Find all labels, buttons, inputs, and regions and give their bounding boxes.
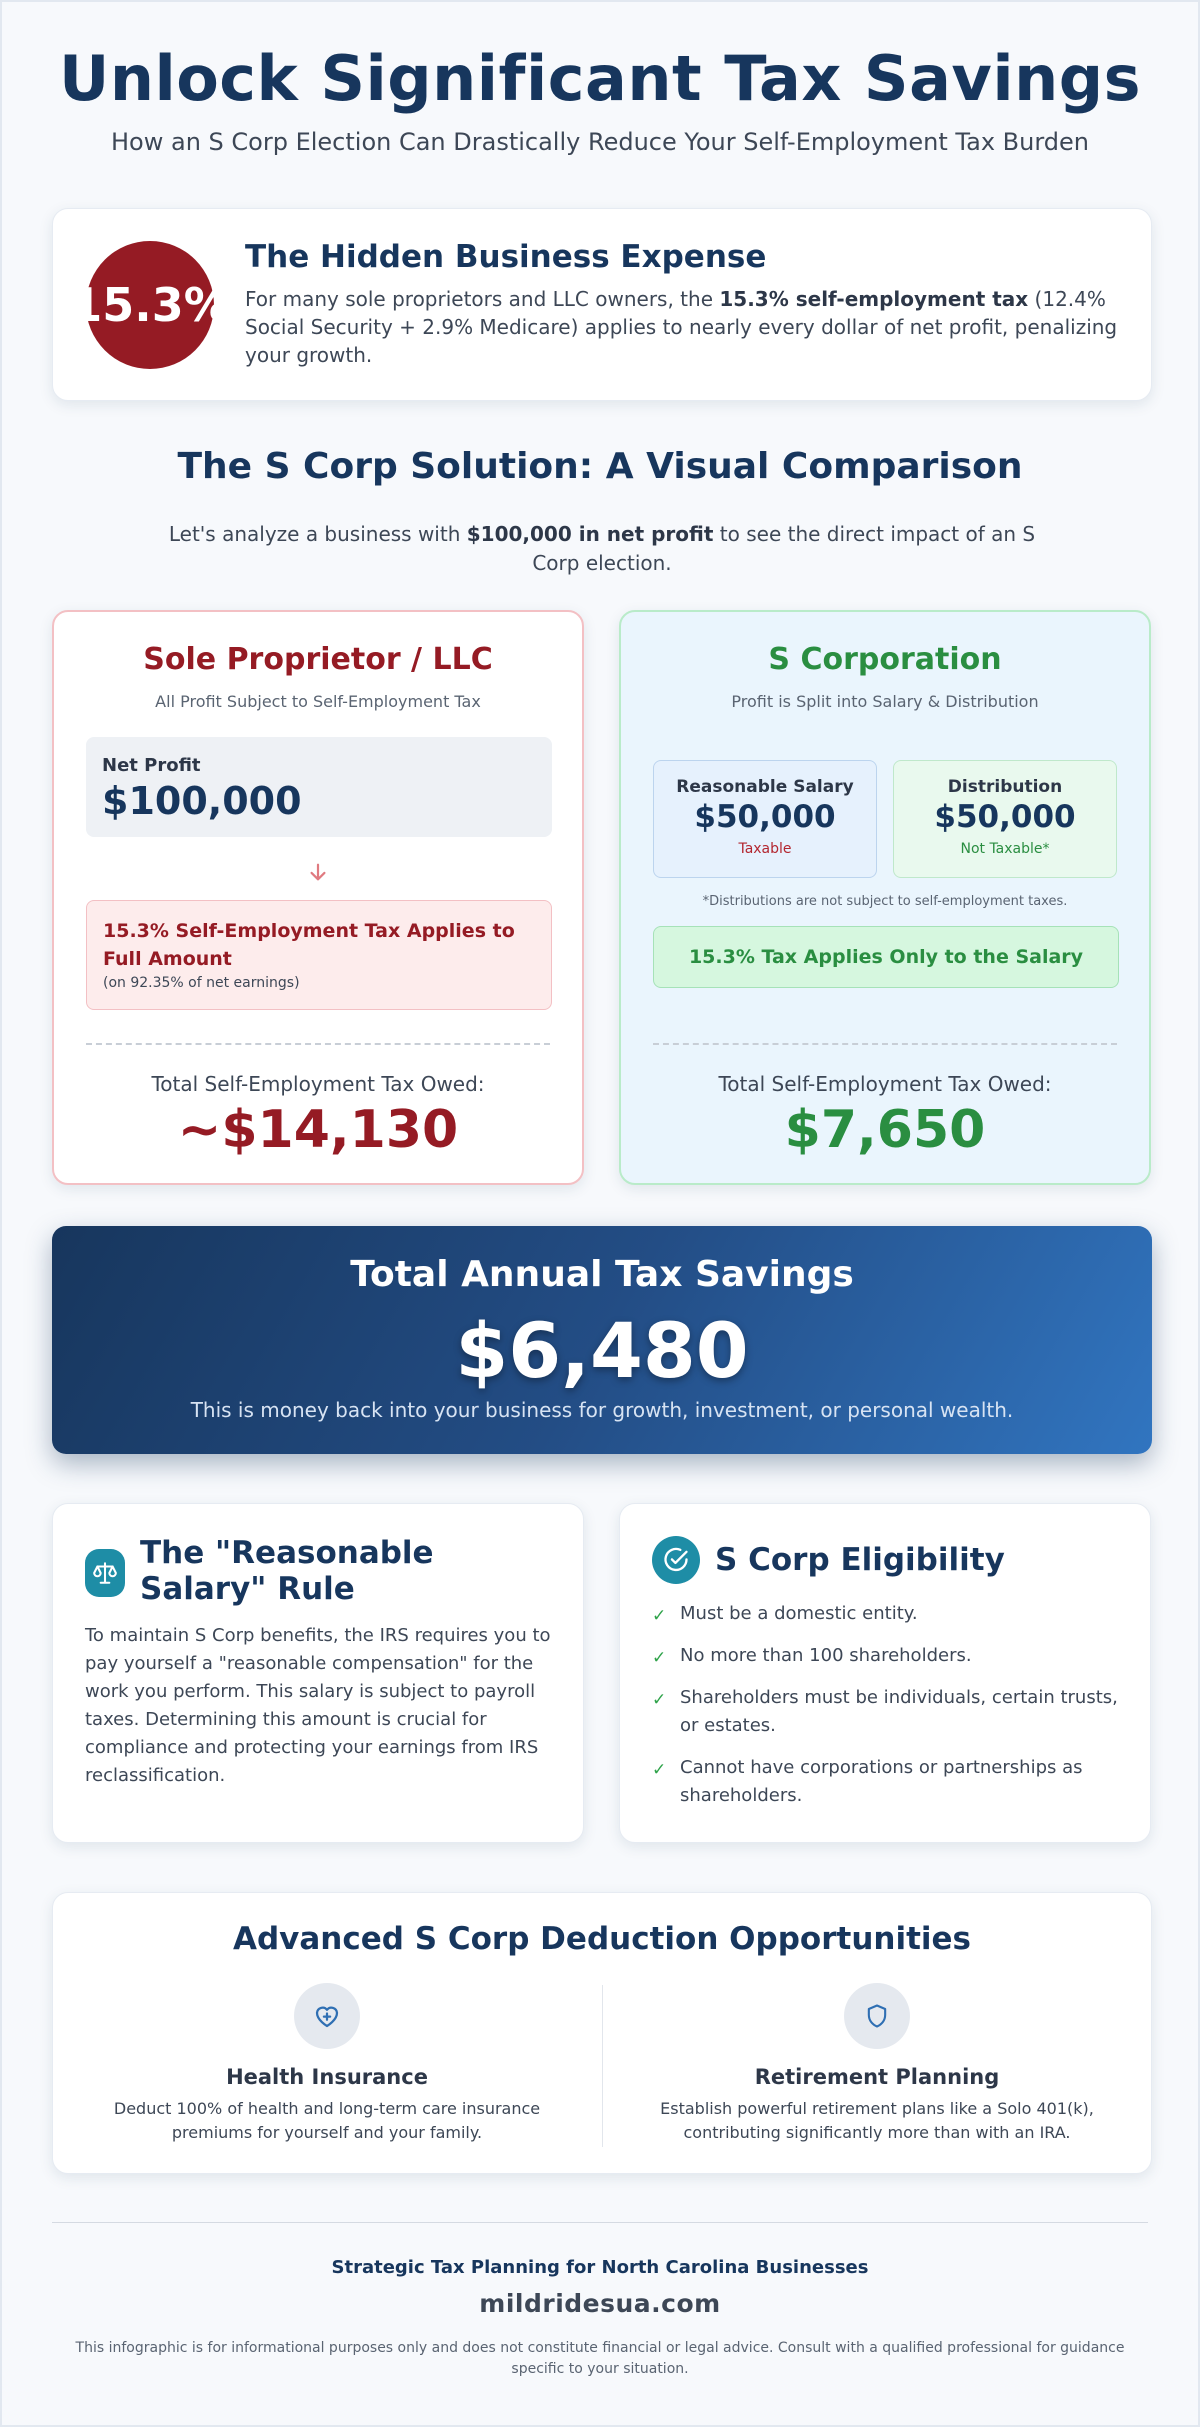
divider [653,1043,1117,1045]
reasonable-salary-text: To maintain S Corp benefits, the IRS requires you to pay yourself a "reasonable compensation" for the work you perform. This salary is subject to payroll taxes. Determining this amount is crucial for compliance and protecting your earnings from IRS reclassification. [85,1625,551,1786]
reasonable-salary-title: The "Reasonable Salary" Rule [140,1535,434,1607]
self-employment-tax-box [86,900,552,1010]
distribution-status: Not Taxable* [960,841,1050,857]
salary-label: Reasonable Salary [676,777,854,797]
s-corporation-title: S Corporation [768,642,1002,677]
deductions-card [52,1892,1152,2174]
footer-divider [52,2222,1148,2223]
net-profit-box [86,737,552,837]
s-corporation-subtitle: Profit is Split into Salary & Distribution [731,692,1039,711]
retirement-planning-title: Retirement Planning [754,2065,1000,2089]
deductions-title: Advanced S Corp Deduction Opportunities [232,1921,972,1957]
hidden-expense-text: For many sole proprietors and LLC owners, the 15.3% self-employment tax (12.4% Social Security + 2.9% Medicare) applies to nearly every dollar of net profit, penalizing your growth. [245,287,1118,367]
arrow-down-icon [54,860,582,890]
reasonable-salary-card [52,1503,584,1843]
heart-plus-icon [294,1983,360,2049]
page-subtitle: How an S Corp Election Can Drastically Reduce Your Self-Employment Tax Burden [111,128,1089,156]
check-icon: ✓ [652,1648,667,1668]
scales-icon [85,1549,125,1597]
check-circle-icon [652,1536,700,1584]
net-profit-label: Net Profit [102,755,201,776]
distribution-box [893,760,1117,878]
eligibility-title: S Corp Eligibility [715,1542,1005,1578]
sole-proprietor-card [52,610,584,1185]
reasonable-salary-box [653,760,877,878]
health-insurance-item [53,1983,601,2145]
check-icon: ✓ [652,1760,667,1780]
footer-disclaimer: This infographic is for informational purposes only and does not constitute financial or legal advice. Consult with a qualified professional for guidance specific to your situation. [75,2340,1125,2377]
page-title: Unlock Significant Tax Savings [58,42,1142,115]
health-insurance-title: Health Insurance [226,2065,428,2089]
retirement-planning-item [603,1983,1151,2145]
salary-status: Taxable [738,841,792,857]
comparison-intro: Let's analyze a business with $100,000 in net profit to see the direct impact of an S Corp election. [168,522,1036,575]
list-item: ✓ Cannot have corporations or partnerships as shareholders. [652,1757,1083,1806]
sole-proprietor-subtitle: All Profit Subject to Self-Employment Tax [155,692,481,711]
sole-proprietor-title: Sole Proprietor / LLC [143,642,493,677]
tax-owed-label: Total Self-Employment Tax Owed: [718,1072,1052,1096]
distribution-label: Distribution [947,777,1063,797]
shield-icon [844,1983,910,2049]
list-item: ✓ Must be a domestic entity. [652,1600,1122,1628]
retirement-planning-text: Establish powerful retirement plans like a Solo 401(k), contributing significantly more than with an IRA. [660,2099,1094,2142]
hidden-expense-title: The Hidden Business Expense [245,239,767,275]
comparison-title: The S Corp Solution: A Visual Comparison [177,446,1023,487]
savings-value: $6,480 [455,1306,749,1395]
divider [86,1043,550,1045]
tax-applies-text: 15.3% Self-Employment Tax Applies to Full Amount [103,920,515,970]
salary-tax-box: 15.3% Tax Applies Only to the Salary [653,926,1119,988]
eligibility-list [652,1600,1122,1824]
savings-subtitle: This is money back into your business for growth, investment, or personal wealth. [190,1398,1014,1422]
tax-owed-value: ~$14,130 [177,1100,459,1160]
tax-owed-value: $7,650 [784,1100,986,1160]
percentage-badge: 15.3% [86,241,214,369]
s-corporation-card [619,610,1151,1185]
savings-banner [52,1226,1152,1454]
tax-note: (on 92.35% of net earnings) [103,975,300,991]
footer-tagline: Strategic Tax Planning for North Carolina Businesses [331,2257,869,2278]
net-profit-value: $100,000 [102,779,302,823]
check-icon: ✓ [652,1690,667,1710]
hidden-expense-card [52,208,1152,401]
distribution-footnote: *Distributions are not subject to self-employment taxes. [702,894,1068,909]
savings-title: Total Annual Tax Savings [350,1254,854,1295]
tax-owed-label: Total Self-Employment Tax Owed: [151,1072,485,1096]
footer-site: mildridesua.com [479,2289,721,2318]
distribution-value: $50,000 [934,799,1076,835]
salary-value: $50,000 [694,799,836,835]
eligibility-card [619,1503,1151,1843]
list-item: ✓ No more than 100 shareholders. [652,1642,1122,1670]
health-insurance-text: Deduct 100% of health and long-term care insurance premiums for yourself and your family. [113,2099,541,2142]
check-icon: ✓ [652,1606,667,1626]
list-item: ✓ Shareholders must be individuals, certain trusts, or estates. [652,1687,1118,1736]
